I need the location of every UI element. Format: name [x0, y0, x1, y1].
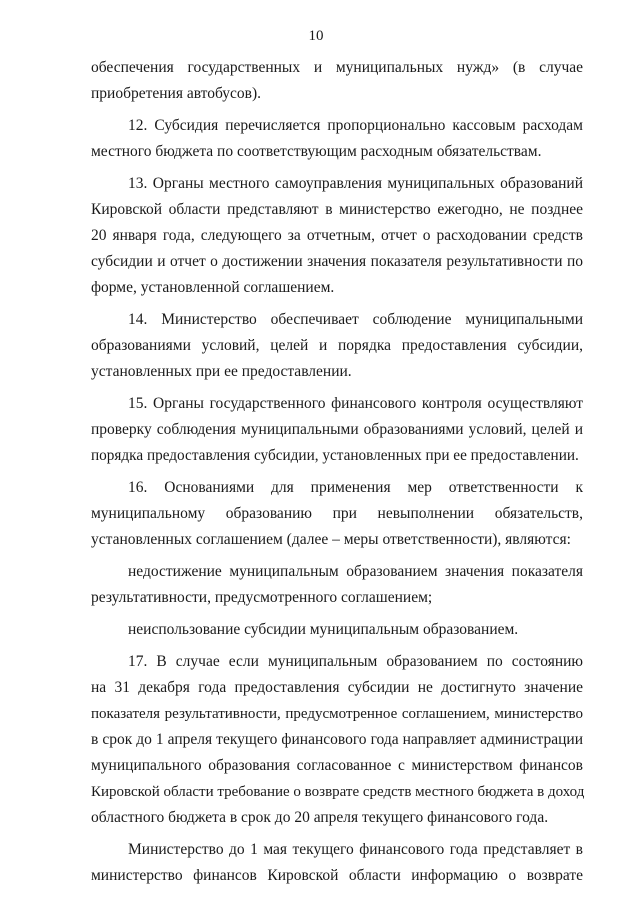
text-line: приобретения автобусов). — [91, 85, 262, 102]
text-line: областного бюджета в срок до 20 апреля текущего финансового года. — [91, 809, 549, 826]
text-line: результативности, предусмотренного соглашением; — [91, 589, 433, 606]
text-line: 14. Министерство обеспечивает соблюдение муниципальными — [128, 311, 583, 328]
text-line: 16. Основаниями для применения мер ответственности к — [128, 479, 583, 496]
paragraph-item-1 — [91, 559, 583, 611]
text-line: муниципальному образованию при невыполнении обязательств, — [91, 505, 583, 522]
paragraph-continuation — [91, 55, 583, 107]
text-line: в срок до 1 апреля текущего финансового года направляет администрации — [91, 731, 583, 748]
text-line: 12. Субсидия перечисляется пропорционально кассовым расходам — [128, 117, 583, 134]
text-line: обеспечения государственных и муниципальных нужд» (в случае — [91, 59, 583, 76]
text-line: 20 января года, следующего за отчетным, отчет о расходовании средств — [91, 227, 583, 244]
text-line: местного бюджета по соответствующим расходным обязательствам. — [91, 143, 542, 160]
text-line: недостижение муниципальным образованием значения показателя — [128, 563, 583, 580]
text-line: неиспользование субсидии муниципальным образованием. — [128, 621, 519, 638]
paragraph-14 — [91, 307, 583, 385]
text-line: муниципального образования согласованное с министерством финансов — [91, 757, 583, 774]
text-line: установленных соглашением (далее – меры ответственности), являются: — [91, 531, 571, 548]
text-line: Министерство до 1 мая текущего финансового года представляет в — [128, 841, 583, 858]
text-line: Кировской области представляют в министерство ежегодно, не позднее — [91, 201, 583, 218]
text-line: показателя результативности, предусмотренное соглашением, министерство — [91, 706, 583, 722]
paragraph-13 — [91, 171, 583, 301]
text-line: установленных при ее предоставлении. — [91, 363, 352, 380]
paragraph-12 — [91, 113, 583, 165]
text-line: 17. В случае если муниципальным образованием по состоянию — [128, 653, 583, 670]
paragraph-17 — [91, 649, 583, 831]
page-number: 10 — [308, 28, 324, 44]
text-line: образованиями условий, целей и порядка предоставления субсидии, — [91, 337, 583, 354]
text-line: 15. Органы государственного финансового контроля осуществляют — [128, 395, 583, 412]
text-line: министерство финансов Кировской области информацию о возврате — [91, 867, 583, 884]
text-line: Кировской области требование о возврате средств местного бюджета в доход — [91, 784, 585, 800]
text-line: проверку соблюдения муниципальными образованиями условий, целей и — [91, 421, 583, 438]
text-line: субсидии и отчет о достижении значения показателя результативности по — [91, 253, 583, 270]
document-body — [91, 55, 583, 889]
text-line: на 31 декабря года предоставления субсидии не достигнуто значение — [91, 679, 583, 696]
paragraph-15 — [91, 391, 583, 469]
text-line: 13. Органы местного самоуправления муниципальных образований — [128, 175, 583, 192]
paragraph-ministry — [91, 837, 583, 889]
text-line: форме, установленной соглашением. — [91, 279, 335, 296]
text-line: порядка предоставления субсидии, установленных при ее предоставлении. — [91, 447, 579, 464]
paragraph-16 — [91, 475, 583, 553]
paragraph-item-2 — [91, 617, 583, 643]
